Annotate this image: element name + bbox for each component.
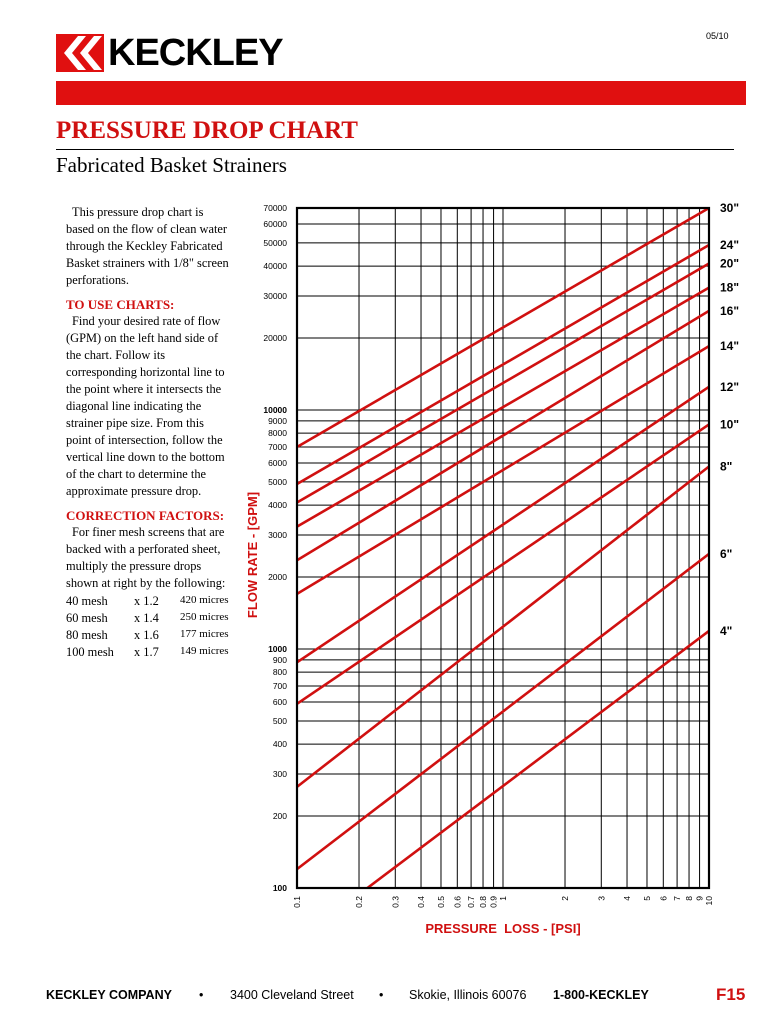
y-tick-label: 7000 (268, 442, 287, 453)
y-tick-label: 3000 (268, 529, 287, 540)
pressure-drop-chart (240, 196, 760, 946)
x-tick-label: 0.7 (466, 896, 477, 908)
correction-paragraph: For finer mesh screens that are backed with a perforated sheet, multiply the pressure drops shown at right by the following: (66, 525, 226, 590)
instructions-column (66, 204, 231, 661)
page-number: F15 (716, 985, 746, 1004)
series-label: 24" (720, 238, 740, 253)
correction-heading: CORRECTION FACTORS: (66, 508, 225, 523)
y-tick-label: 500 (272, 715, 287, 726)
y-tick-label: 1000 (268, 643, 287, 654)
mesh-size: 100 mesh (66, 645, 114, 659)
y-tick-label: 10000 (263, 404, 287, 415)
series-label: 6" (720, 546, 733, 561)
x-tick-label: 0.1 (292, 896, 302, 908)
x-tick-label: 0.9 (488, 896, 499, 908)
y-tick-label: 600 (272, 697, 287, 708)
y-tick-label: 8000 (268, 428, 287, 439)
x-tick-label: 0.6 (452, 896, 463, 908)
to-use-paragraph: Find your desired rate of flow (GPM) on the left hand side of the chart. Follow its corresponding horizontal line to the point where it intersects the diagonal line indicating the strainer pipe size. From this point of intersection, follow the vertical line down to the bottom of the chart to determine the approximate pressure drop. (66, 314, 225, 498)
y-tick-label: 700 (272, 681, 287, 692)
footer-bullet: • (199, 988, 204, 1002)
logo-text: KECKLEY (108, 32, 283, 74)
mesh-microns: 250 micres (180, 611, 229, 623)
y-tick-label: 20000 (263, 333, 287, 344)
mesh-factor: x 1.6 (134, 628, 159, 642)
y-tick-label: 2000 (268, 572, 287, 583)
series-label: 8" (720, 459, 733, 474)
page-title: PRESSURE DROP CHART (56, 117, 358, 144)
y-tick-label: 30000 (263, 290, 287, 301)
footer-company: KECKLEY COMPANY (46, 988, 172, 1002)
y-tick-label: 60000 (263, 219, 287, 230)
footer-address: 3400 Cleveland Street (230, 988, 354, 1002)
correction-factor-table (66, 593, 229, 661)
y-tick-label: 200 (272, 811, 287, 822)
x-tick-label: 1 (498, 896, 508, 901)
x-tick-label: 6 (658, 896, 669, 901)
page-subtitle: Fabricated Basket Strainers (56, 153, 287, 177)
mesh-microns: 420 micres (180, 594, 229, 606)
x-tick-label: 0.8 (478, 896, 489, 908)
series-label: 14" (720, 339, 740, 354)
x-axis-label: PRESSURE LOSS - [PSI] (425, 921, 581, 936)
page-footer (46, 985, 746, 1006)
to-use-heading: TO USE CHARTS: (66, 297, 175, 312)
table-row (66, 644, 229, 661)
y-tick-label: 900 (272, 654, 287, 665)
x-tick-label: 2 (560, 896, 571, 901)
y-tick-label: 5000 (268, 476, 287, 487)
mesh-size: 80 mesh (66, 628, 108, 642)
mesh-factor: x 1.7 (134, 645, 159, 659)
x-tick-label: 0.4 (416, 896, 427, 908)
y-tick-label: 100 (272, 883, 287, 893)
footer-phone: 1-800-KECKLEY (553, 988, 649, 1002)
series-label: 12" (720, 379, 740, 394)
y-tick-label: 4000 (268, 500, 287, 511)
y-tick-label: 70000 (263, 203, 287, 213)
mesh-size: 40 mesh (66, 594, 108, 608)
x-tick-label: 4 (622, 896, 633, 901)
footer-city: Skokie, Illinois 60076 (409, 988, 527, 1002)
x-tick-label: 3 (596, 896, 607, 901)
x-tick-label: 0.5 (435, 896, 446, 908)
x-tick-label: 7 (672, 896, 683, 901)
keckley-logo (56, 34, 283, 72)
y-tick-label: 40000 (263, 261, 287, 272)
mesh-factor: x 1.2 (134, 594, 159, 608)
x-tick-label: 10 (704, 896, 714, 906)
chart-tick-labels (263, 203, 714, 908)
series-label: 4" (720, 623, 733, 638)
mesh-microns: 149 micres (180, 645, 229, 657)
mesh-microns: 177 micres (180, 628, 229, 640)
y-tick-label: 6000 (268, 458, 287, 469)
table-row (66, 593, 229, 610)
title-divider (56, 149, 734, 150)
mesh-size: 60 mesh (66, 611, 108, 625)
series-label: 30" (720, 201, 740, 215)
y-tick-label: 50000 (263, 237, 287, 248)
series-label: 20" (720, 256, 740, 271)
y-tick-label: 300 (272, 768, 287, 779)
document-date: 05/10 (706, 31, 729, 41)
intro-paragraph: This pressure drop chart is based on the flow of clean water through the Keckley Fabricated Basket strainers with 1/8" screen perforations. (66, 205, 229, 287)
mesh-factor: x 1.4 (134, 611, 159, 625)
table-row (66, 610, 229, 627)
x-tick-label: 8 (684, 896, 695, 901)
footer-bullet: • (379, 988, 384, 1002)
series-label: 16" (720, 303, 740, 318)
x-tick-label: 0.2 (354, 896, 365, 908)
y-tick-label: 800 (272, 667, 287, 678)
header-red-bar (56, 81, 746, 105)
x-tick-label: 9 (694, 896, 705, 901)
y-tick-label: 400 (272, 739, 287, 750)
x-tick-label: 0.3 (390, 896, 401, 908)
table-row (66, 627, 229, 644)
x-tick-label: 5 (641, 896, 652, 901)
keckley-chevron-icon (56, 34, 104, 72)
series-label: 18" (720, 280, 740, 295)
y-axis-label: FLOW RATE - [GPM] (245, 491, 260, 619)
chart-series-labels (720, 201, 739, 638)
y-tick-label: 9000 (268, 415, 287, 426)
series-label: 10" (720, 417, 740, 432)
